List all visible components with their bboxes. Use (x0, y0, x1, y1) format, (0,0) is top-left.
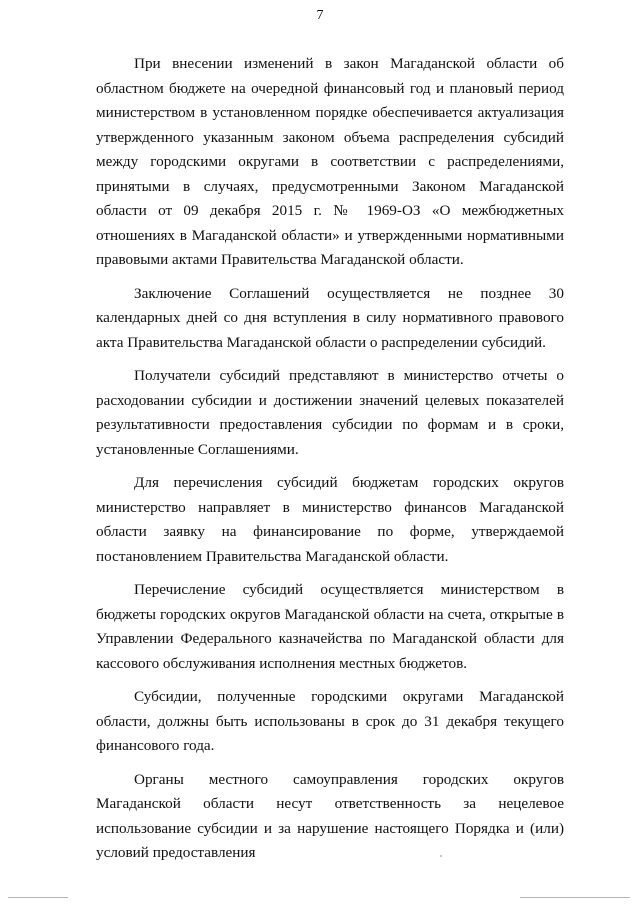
paragraph-transfer-request: Для перечисления субсидий бюджетам городских округов министерство направляет в министерство финансов Магаданской области заявку на финансирование по форме, утверждаемой постановлением Правительства Магаданской области. (96, 474, 564, 565)
scan-artifact-dot (440, 855, 442, 857)
paragraph-budget-amendments: При внесении изменений в закон Магаданской области об областном бюджете на очередной финансовый год и плановый период министерством в установленном порядке обеспечивается актуализация утвержденного указанным законом объема распределения субсидий между городскими округами в соответствии с распределениями, принятыми в случаях, предусмотренными Законом Магаданской области от 09 декабря 2015 г. № 1969-ОЗ «О межбюджетных отношениях в Магаданской области» и утвержденными нормативными правовыми актами Правительства Магаданской области. (96, 55, 564, 268)
paragraph-transfer-accounts: Перечисление субсидий осуществляется министерством в бюджеты городских округов Магаданской области на счета, открытые в Управлении Федерального казначейства по Магаданской области для кассового обслуживания исполнения местных бюджетов. (96, 581, 564, 672)
paragraph-responsibility: Органы местного самоуправления городских округов Магаданской области несут ответственность за нецелевое использование субсидии и за нарушение настоящего Порядка и (или) условий предоставления (96, 770, 564, 861)
scan-artifact-left (8, 897, 68, 898)
page-number: 7 (316, 8, 324, 23)
paragraph-usage-deadline: Субсидии, полученные городскими округами Магаданской области, должны быть использованы в срок до 31 декабря текущего финансового года. (96, 688, 564, 754)
paragraph-agreements-deadline: Заключение Соглашений осуществляется не позднее 30 календарных дней со дня вступления в силу нормативного правового акта Правительства Магаданской области о распределении субсидий. (96, 284, 564, 351)
scan-artifact-right (520, 897, 630, 898)
paragraph-reporting: Получатели субсидий представляют в министерство отчеты о расходовании субсидии и достижении значений целевых показателей результативности предоставления субсидии по формам и в сроки, установленные Соглашениями. (96, 367, 564, 458)
document-body (96, 52, 564, 875)
